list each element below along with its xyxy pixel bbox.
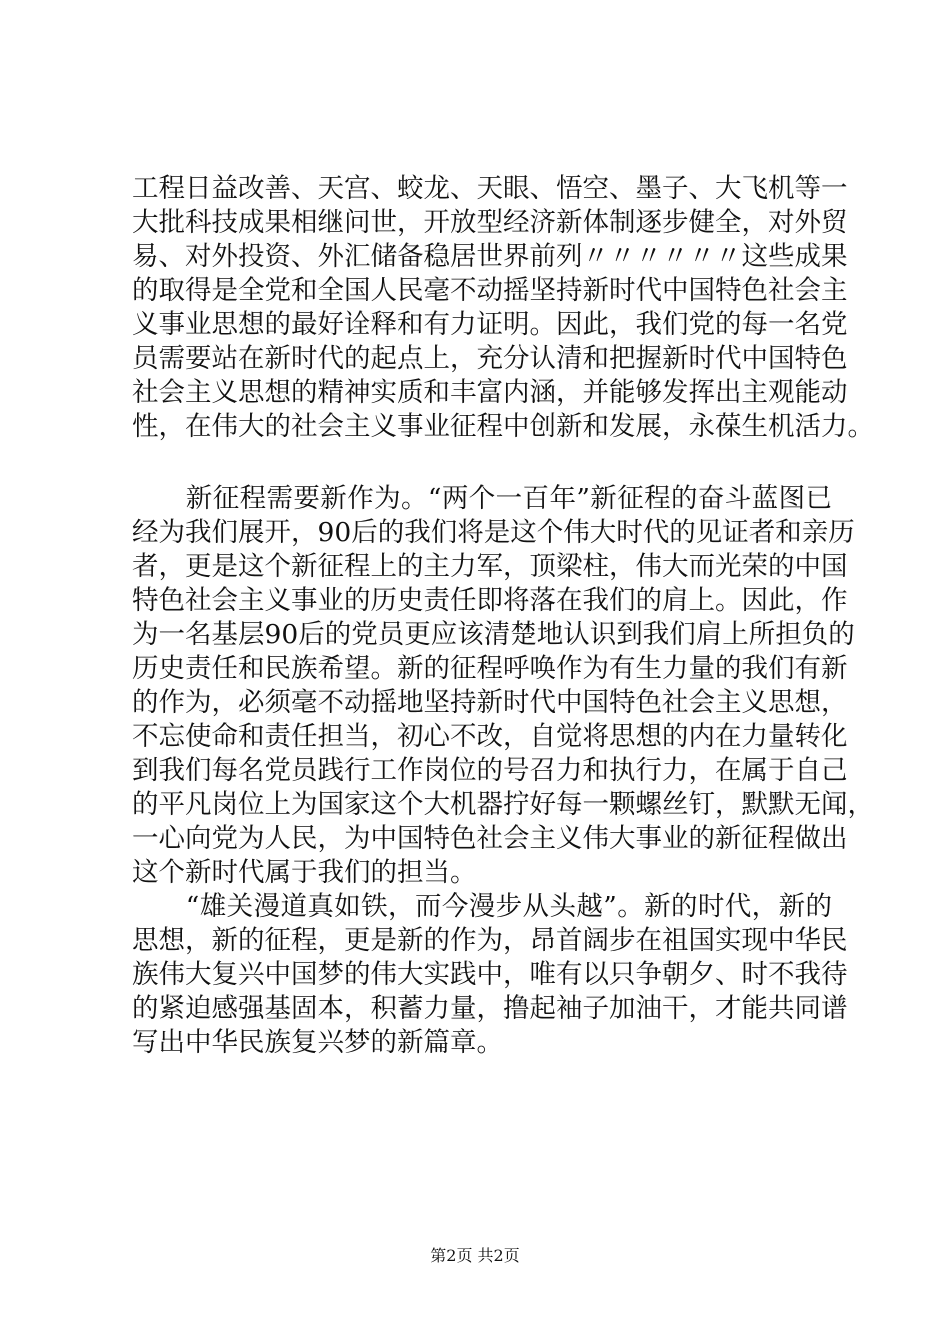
- text-line: 大批科技成果相继问世，开放型经济新体制逐步健全，对外贸: [132, 207, 848, 238]
- text-line: 性，在伟大的社会主义事业征程中创新和发展，永葆生机活力。: [132, 411, 874, 442]
- paragraph-3: [132, 890, 848, 1060]
- text-line: 的紧迫感强基固本，积蓄力量，撸起袖子加油干，才能共同谱: [132, 993, 848, 1024]
- paragraph-2: [132, 482, 874, 890]
- text-line: 历史责任和民族希望。新的征程呼唤作为有生力量的我们有新: [132, 653, 848, 684]
- page-footer: 第2页 共2页: [430, 1246, 520, 1265]
- text-line: 特色社会主义事业的历史责任即将落在我们的肩上。因此，作: [132, 585, 848, 616]
- text-line: 一心向党为人民，为中国特色社会主义伟大事业的新征程做出: [132, 823, 848, 854]
- text-line: 经为我们展开，90后的我们将是这个伟大时代的见证者和亲历: [132, 517, 855, 548]
- paragraph-spacer: [132, 444, 832, 482]
- text-line: 易、对外投资、外汇储备稳居世界前列〃〃〃〃〃〃这些成果: [132, 241, 848, 272]
- text-line: 的取得是全党和全国人民毫不动摇坚持新时代中国特色社会主: [132, 275, 848, 306]
- text-line: 义事业思想的最好诠释和有力证明。因此，我们党的每一名党: [132, 309, 848, 340]
- text-line: 者，更是这个新征程上的主力军，顶梁柱，伟大而光荣的中国: [132, 551, 848, 582]
- text-line: 的平凡岗位上为国家这个大机器拧好每一颗螺丝钉，默默无闻，: [132, 789, 874, 820]
- text-line: 写出中华民族复兴梦的新篇章。: [132, 1027, 503, 1058]
- text-line: 思想，新的征程，更是新的作为，昂首阔步在祖国实现中华民: [132, 925, 848, 956]
- text-line: 员需要站在新时代的起点上，充分认清和把握新时代中国特色: [132, 343, 848, 374]
- text-line: 不忘使命和责任担当，初心不改，自觉将思想的内在力量转化: [132, 721, 848, 752]
- document-body: [132, 172, 874, 1060]
- text-line: 社会主义思想的精神实质和丰富内涵，并能够发挥出主观能动: [132, 377, 848, 408]
- text-line: 的作为，必须毫不动摇地坚持新时代中国特色社会主义思想，: [132, 687, 848, 718]
- text-line: 新征程需要新作为。“两个一百年”新征程的奋斗蓝图已: [132, 483, 832, 514]
- text-line: 为一名基层90后的党员更应该清楚地认识到我们肩上所担负的: [132, 619, 855, 650]
- text-line: 这个新时代属于我们的担当。: [132, 857, 477, 888]
- text-line: 工程日益改善、天宫、蛟龙、天眼、悟空、墨子、大飞机等一: [132, 173, 848, 204]
- text-line: 族伟大复兴中国梦的伟大实践中，唯有以只争朝夕、时不我待: [132, 959, 848, 990]
- paragraph-1: [132, 172, 874, 444]
- text-line: “雄关漫道真如铁，而今漫步从头越”。新的时代，新的: [132, 891, 832, 922]
- text-line: 到我们每名党员践行工作岗位的号召力和执行力，在属于自己: [132, 755, 848, 786]
